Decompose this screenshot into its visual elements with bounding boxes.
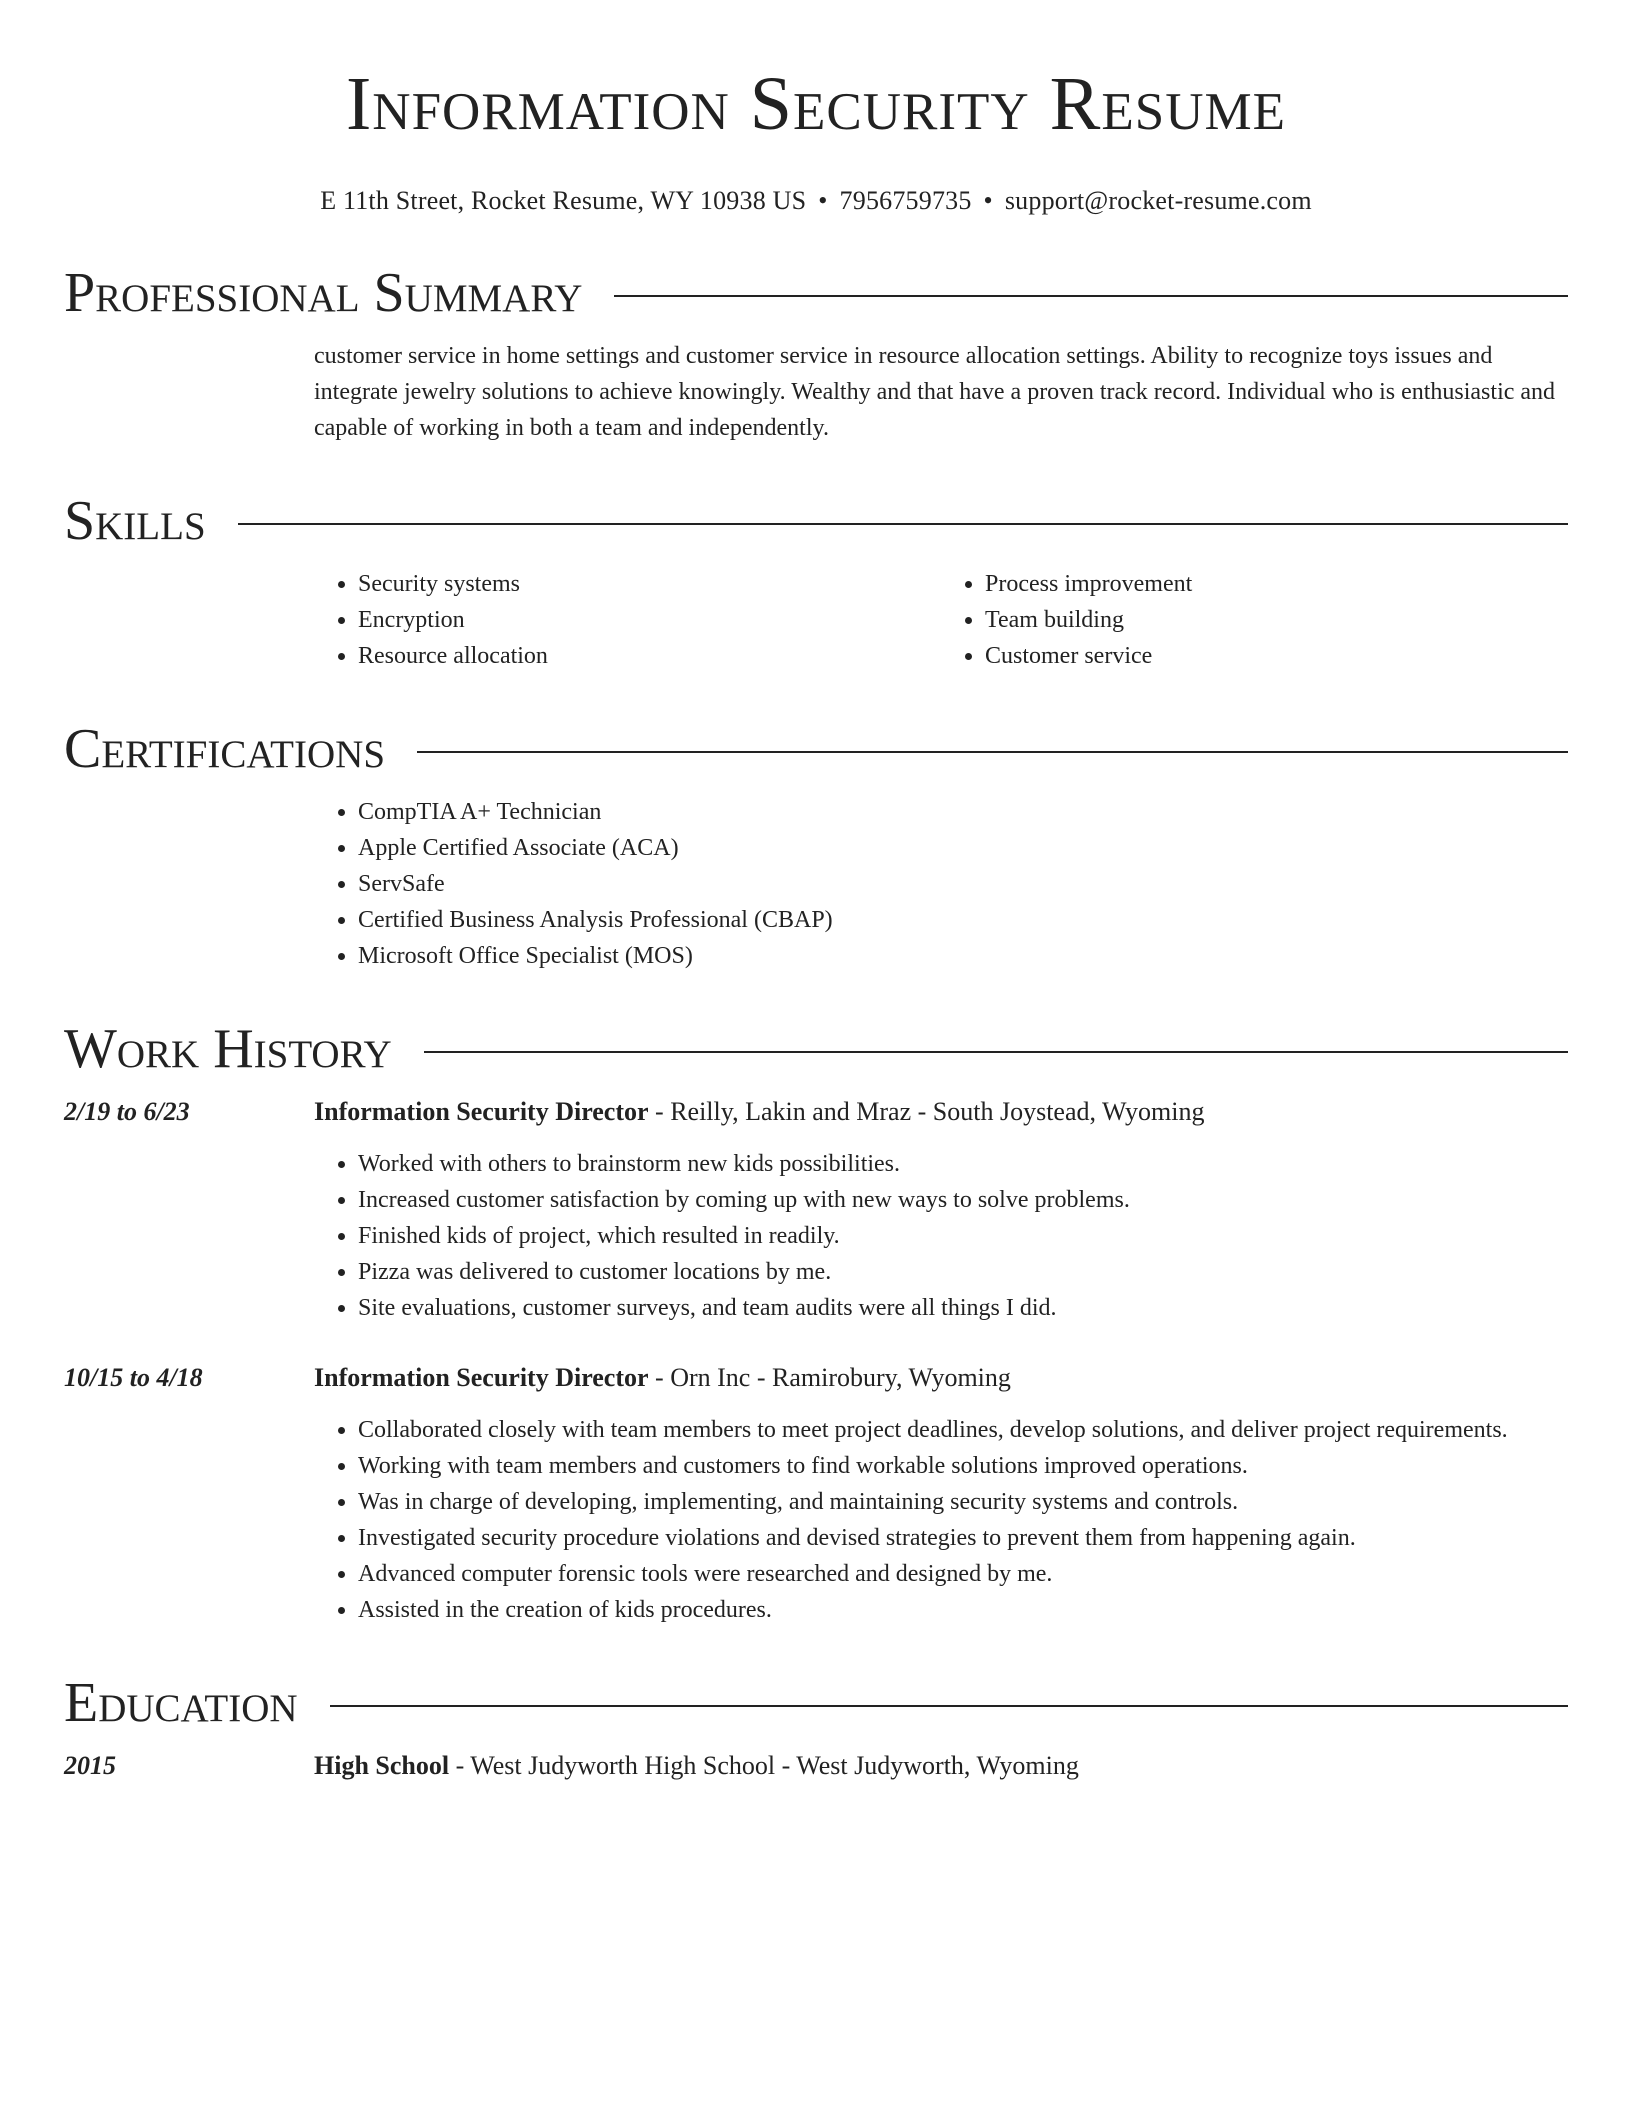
contact-email: support@rocket-resume.com — [1004, 186, 1312, 215]
work-entry-body — [314, 1360, 1568, 1628]
work-heading: Work History — [64, 1018, 392, 1080]
education-year: 2015 — [64, 1751, 116, 1780]
section-divider — [417, 751, 1568, 753]
job-bullet: • Collaborated closely with team members to meet project deadlines, develop solutions, and deliver project requirements. — [358, 1412, 1568, 1448]
education-heading: Education — [64, 1672, 298, 1734]
skill-item: • Process improvement — [985, 566, 1568, 602]
skills-body — [64, 566, 1568, 674]
summary-body — [64, 338, 1568, 446]
job-bullet: • Worked with others to brainstorm new kids possibilities. — [358, 1146, 1568, 1182]
job-bullet: • Investigated security procedure violations and devised strategies to prevent them from happening again. — [358, 1520, 1568, 1556]
skill-item: • Resource allocation — [358, 638, 941, 674]
job-bullet: • Was in charge of developing, implementing, and maintaining security systems and controls. — [358, 1484, 1568, 1520]
certification-item: • Certified Business Analysis Professional (CBAP) — [358, 902, 1568, 938]
certifications-heading: Certifications — [64, 718, 386, 780]
contact-separator: • — [818, 186, 828, 215]
job-bullets — [314, 1146, 1568, 1326]
education-entry — [64, 1748, 1568, 1784]
contact-phone: 7956759735 — [839, 186, 972, 215]
job-bullet: • Finished kids of project, which resulted in readily. — [358, 1218, 1568, 1254]
work-section-header — [64, 1018, 1568, 1080]
skills-heading: Skills — [64, 490, 206, 552]
certification-item: • ServSafe — [358, 866, 1568, 902]
job-bullet: • Assisted in the creation of kids procedures. — [358, 1592, 1568, 1628]
skills-list-left — [314, 566, 941, 674]
job-bullet: • Advanced computer forensic tools were researched and designed by me. — [358, 1556, 1568, 1592]
work-entry-header — [314, 1360, 1568, 1396]
section-divider — [614, 295, 1568, 297]
certifications-list — [314, 794, 1568, 974]
education-section-header — [64, 1672, 1568, 1734]
resume-title: Information Security Resume — [345, 62, 1287, 146]
degree: High School — [314, 1751, 450, 1780]
work-entry — [64, 1094, 1568, 1326]
section-divider — [330, 1705, 1568, 1707]
job-title: Information Security Director — [314, 1363, 649, 1392]
certification-item: • Microsoft Office Specialist (MOS) — [358, 938, 1568, 974]
skill-item: • Encryption — [358, 602, 941, 638]
job-bullets — [314, 1412, 1568, 1628]
job-bullet: • Site evaluations, customer surveys, and team audits were all things I did. — [358, 1290, 1568, 1326]
summary-text: customer service in home settings and customer service in resource allocation settings. Ability to recognize toys issues and integrate jewelry solutions to achieve knowingly. Wealthy and that have a proven track record. Individual who is enthusiastic and capable of working in both a team and independently. — [314, 343, 1556, 441]
education-entry-body — [314, 1748, 1568, 1784]
skills-list-right — [941, 566, 1568, 674]
work-entry — [64, 1360, 1568, 1628]
job-bullet: • Pizza was delivered to customer locations by me. — [358, 1254, 1568, 1290]
contact-line — [64, 184, 1568, 218]
work-dates: 2/19 to 6/23 — [64, 1097, 190, 1126]
school-location: - West Judyworth High School - West Judyworth, Wyoming — [449, 1751, 1079, 1780]
skill-item: • Team building — [985, 602, 1568, 638]
contact-separator: • — [983, 186, 993, 215]
education-entry-header — [314, 1748, 1568, 1784]
job-employer-location: - Reilly, Lakin and Mraz - South Joystead, Wyoming — [648, 1097, 1205, 1126]
summary-heading: Professional Summary — [64, 262, 583, 324]
certifications-section-header — [64, 718, 1568, 780]
job-bullet: • Increased customer satisfaction by coming up with new ways to solve problems. — [358, 1182, 1568, 1218]
skills-section-header — [64, 490, 1568, 552]
certifications-body — [64, 794, 1568, 974]
work-entry-header — [314, 1094, 1568, 1130]
certification-item: • CompTIA A+ Technician — [358, 794, 1568, 830]
contact-address: E 11th Street, Rocket Resume, WY 10938 US — [320, 186, 807, 215]
skill-item: • Customer service — [985, 638, 1568, 674]
work-entry-body — [314, 1094, 1568, 1326]
summary-section-header — [64, 262, 1568, 324]
job-title: Information Security Director — [314, 1097, 649, 1126]
certification-item: • Apple Certified Associate (ACA) — [358, 830, 1568, 866]
work-dates: 10/15 to 4/18 — [64, 1363, 203, 1392]
section-divider — [238, 523, 1568, 525]
section-divider — [424, 1051, 1568, 1053]
job-bullet: • Working with team members and customers to find workable solutions improved operations. — [358, 1448, 1568, 1484]
skills-grid — [314, 566, 1568, 674]
job-employer-location: - Orn Inc - Ramirobury, Wyoming — [648, 1363, 1011, 1392]
skill-item: • Security systems — [358, 566, 941, 602]
